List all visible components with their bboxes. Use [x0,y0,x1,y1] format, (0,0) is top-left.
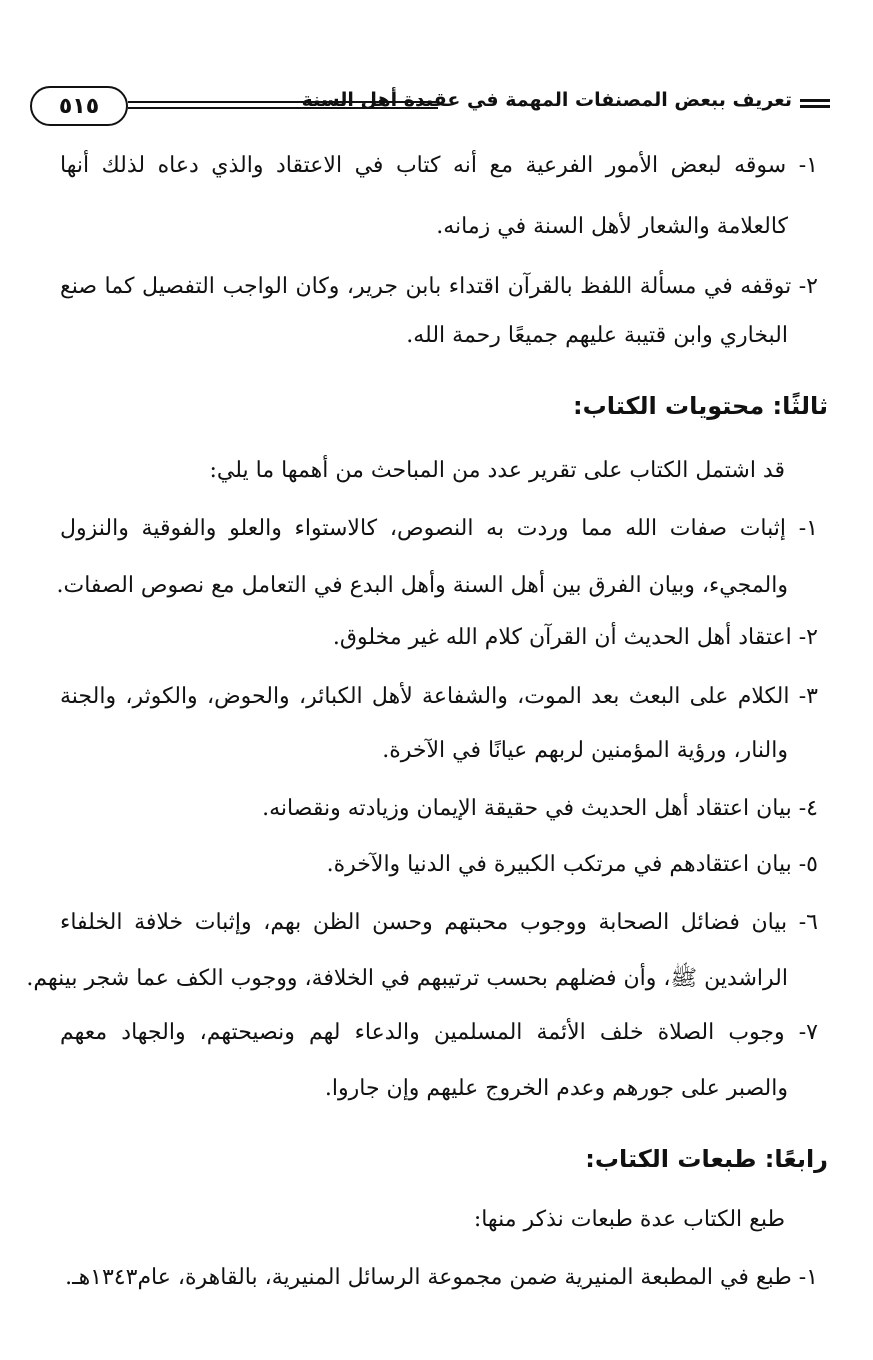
section-heading: رابعًا: طبعات الكتاب: [585,1145,828,1173]
page-number: ٥١٥ [30,86,128,126]
paragraph-intro: طبع الكتاب عدة طبعات نذكر منها: [473,1207,785,1232]
running-header [30,86,830,130]
running-title: تعريف ببعض المصنفات المهمة في عقيدة أهل السنة [301,89,792,111]
list-item-line: ٣- الكلام على البعث بعد الموت، والشفاعة لأهل الكبائر، والحوض، والكوثر، والجنة [60,684,818,709]
list-item-line: ١- سوقه لبعض الأمور الفرعية مع أنه كتاب في الاعتقاد والذي دعاه لذلك أنها [60,153,818,178]
list-item-line: ١- إثبات صفات الله مما وردت به النصوص، كالاستواء والعلو والفوقية والنزول [60,516,818,541]
list-item-line: ٧- وجوب الصلاة خلف الأئمة المسلمين والدعاء لهم ونصيحتهم، والجهاد معهم [60,1020,818,1045]
list-item-line: كالعلامة والشعار لأهل السنة في زمانه. [436,214,788,239]
list-item-line: ١- طبع في المطبعة المنيرية ضمن مجموعة الرسائل المنيرية، بالقاهرة، عام١٣٤٣هـ. [65,1265,818,1290]
list-item-line: ٥- بيان اعتقادهم في مرتكب الكبيرة في الدنيا والآخرة. [326,852,818,877]
list-item-line: ٢- توقفه في مسألة اللفظ بالقرآن اقتداء بابن جرير، وكان الواجب التفصيل كما صنع [60,274,818,299]
list-item-line: والمجيء، وبيان الفرق بين أهل السنة وأهل البدع في التعامل مع نصوص الصفات. [56,573,788,598]
paragraph-intro: قد اشتمل الكتاب على تقرير عدد من المباحث من أهمها ما يلي: [209,458,785,483]
list-item-line: ٤- بيان اعتقاد أهل الحديث في حقيقة الإيمان وزيادته ونقصانه. [262,796,818,821]
list-item-line: البخاري وابن قتيبة عليهم جميعًا رحمة الله. [406,323,788,348]
header-ornament [800,99,830,102]
list-item-line: الراشدين ﷺ، وأن فضلهم بحسب ترتيبهم في الخلافة، ووجوب الكف عما شجر بينهم. [26,966,788,991]
list-item-line: والنار، ورؤية المؤمنين لربهم عيانًا في الآخرة. [382,738,788,763]
list-item-line: ٦- بيان فضائل الصحابة ووجوب محبتهم وحسن الظن بهم، وإثبات خلافة الخلفاء [60,910,818,935]
section-heading: ثالثًا: محتويات الكتاب: [572,392,828,420]
list-item-line: والصبر على جورهم وعدم الخروج عليهم وإن جاروا. [324,1076,788,1101]
list-item-line: ٢- اعتقاد أهل الحديث أن القرآن كلام الله غير مخلوق. [332,625,818,650]
